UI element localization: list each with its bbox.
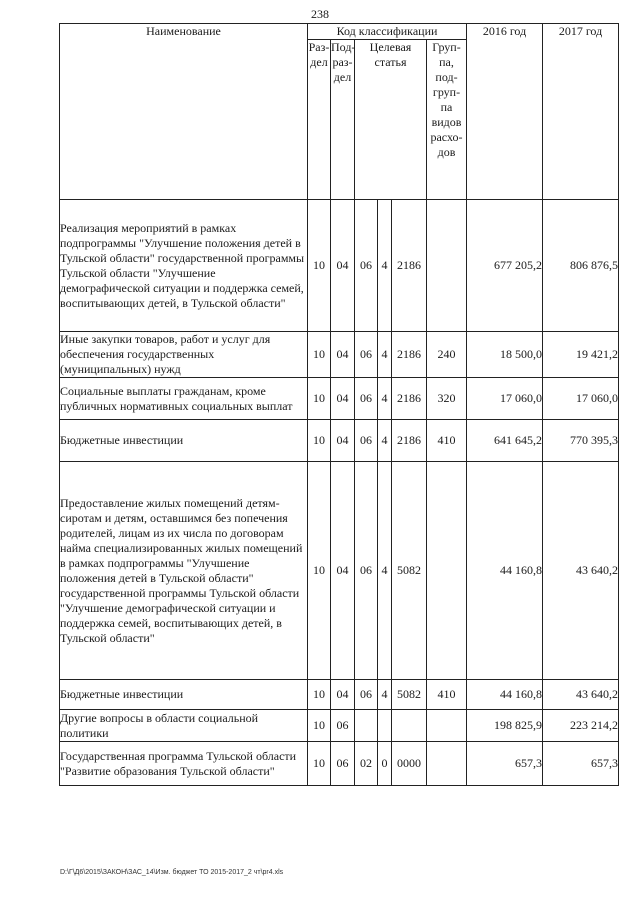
row-podrazdel: 04 [331,680,355,710]
header-expense-group: Груп- па, под- груп- па видов расхо- дов [427,40,467,200]
row-target-program [355,710,378,742]
row-podrazdel: 04 [331,462,355,680]
row-target-subprogram [378,710,392,742]
table-row [60,420,619,462]
row-target-subprogram: 4 [378,680,392,710]
row-target-direction: 5082 [392,462,427,680]
row-target-program: 06 [355,420,378,462]
row-razdel: 10 [308,332,331,378]
row-target-subprogram: 4 [378,200,392,332]
row-razdel: 10 [308,710,331,742]
table-row [60,378,619,420]
row-amount-2016: 44 160,8 [467,680,543,710]
row-podrazdel: 06 [331,742,355,786]
budget-table [59,23,619,786]
table-row [60,680,619,710]
row-amount-2017: 806 876,5 [543,200,619,332]
row-target-program: 06 [355,462,378,680]
row-razdel: 10 [308,200,331,332]
row-amount-2017: 657,3 [543,742,619,786]
row-expense-type [427,200,467,332]
row-podrazdel: 04 [331,200,355,332]
row-amount-2016: 18 500,0 [467,332,543,378]
table-row [60,462,619,680]
row-razdel: 10 [308,462,331,680]
row-podrazdel: 04 [331,378,355,420]
header-razdel: Раз- дел [308,40,331,200]
table-row [60,200,619,332]
table-header [60,24,619,200]
row-name: Социальные выплаты гражданам, кроме публичных нормативных социальных выплат [60,378,308,420]
row-name: Другие вопросы в области социальной политики [60,710,308,742]
row-expense-type: 240 [427,332,467,378]
header-year-2016: 2016 год [467,24,543,200]
row-razdel: 10 [308,420,331,462]
row-target-subprogram: 4 [378,420,392,462]
row-amount-2016: 17 060,0 [467,378,543,420]
file-path-footer: D:\Г\Д6\2015\ЗАКОН\ЗАС_14\Изм. бюджет ТО 2015-2017_2 чт\pr4.xls [60,869,284,876]
table-row [60,742,619,786]
row-target-program: 06 [355,680,378,710]
row-target-direction: 2186 [392,332,427,378]
header-classification-code: Код классификации [308,24,467,40]
row-amount-2016: 657,3 [467,742,543,786]
row-amount-2017: 19 421,2 [543,332,619,378]
row-target-direction: 0000 [392,742,427,786]
row-amount-2016: 677 205,2 [467,200,543,332]
table-row [60,332,619,378]
row-name: Бюджетные инвестиции [60,420,308,462]
row-target-program: 06 [355,200,378,332]
row-target-direction: 2186 [392,378,427,420]
row-amount-2017: 223 214,2 [543,710,619,742]
row-expense-type [427,710,467,742]
row-target-subprogram: 0 [378,742,392,786]
row-name: Предоставление жилых помещений детям-сиротам и детям, оставшимся без попечения родителей, лицам из их числа по договорам найма специализированных жилых помещений в рамках подпрограммы "Улучшение положения детей в Тульской области" государственной программы Тульской области "Улучшение демографической ситуации и поддержка семей, воспитывающих детей, в Тульской области" [60,462,308,680]
row-target-subprogram: 4 [378,462,392,680]
row-razdel: 10 [308,378,331,420]
row-amount-2016: 44 160,8 [467,462,543,680]
row-target-direction: 2186 [392,420,427,462]
page-number: 238 [311,7,329,21]
row-podrazdel: 06 [331,710,355,742]
row-expense-type: 410 [427,680,467,710]
row-podrazdel: 04 [331,420,355,462]
row-expense-type [427,462,467,680]
row-target-direction: 5082 [392,680,427,710]
header-podrazdel: Под- раз- дел [331,40,355,200]
row-target-program: 02 [355,742,378,786]
row-target-subprogram: 4 [378,332,392,378]
header-target-article: Целевая статья [355,40,427,200]
row-expense-type: 320 [427,378,467,420]
row-amount-2016: 641 645,2 [467,420,543,462]
row-name: Иные закупки товаров, работ и услуг для обеспечения государственных (муниципальных) нужд [60,332,308,378]
row-name: Государственная программа Тульской области "Развитие образования Тульской области" [60,742,308,786]
row-amount-2017: 43 640,2 [543,462,619,680]
row-target-subprogram: 4 [378,378,392,420]
row-razdel: 10 [308,680,331,710]
row-podrazdel: 04 [331,332,355,378]
header-year-2017: 2017 год [543,24,619,200]
row-name: Реализация мероприятий в рамках подпрограммы "Улучшение положения детей в Тульской области" государственной программы Тульской области "Улучшение демографической ситуации и поддержка семей, воспитывающих детей, в Тульской области" [60,200,308,332]
table-body [60,200,619,786]
row-expense-type [427,742,467,786]
table-row [60,710,619,742]
row-target-direction [392,710,427,742]
row-razdel: 10 [308,742,331,786]
row-expense-type: 410 [427,420,467,462]
row-amount-2016: 198 825,9 [467,710,543,742]
row-target-program: 06 [355,378,378,420]
row-name: Бюджетные инвестиции [60,680,308,710]
row-amount-2017: 43 640,2 [543,680,619,710]
row-target-program: 06 [355,332,378,378]
row-amount-2017: 770 395,3 [543,420,619,462]
header-name: Наименование [60,24,308,200]
row-target-direction: 2186 [392,200,427,332]
row-amount-2017: 17 060,0 [543,378,619,420]
